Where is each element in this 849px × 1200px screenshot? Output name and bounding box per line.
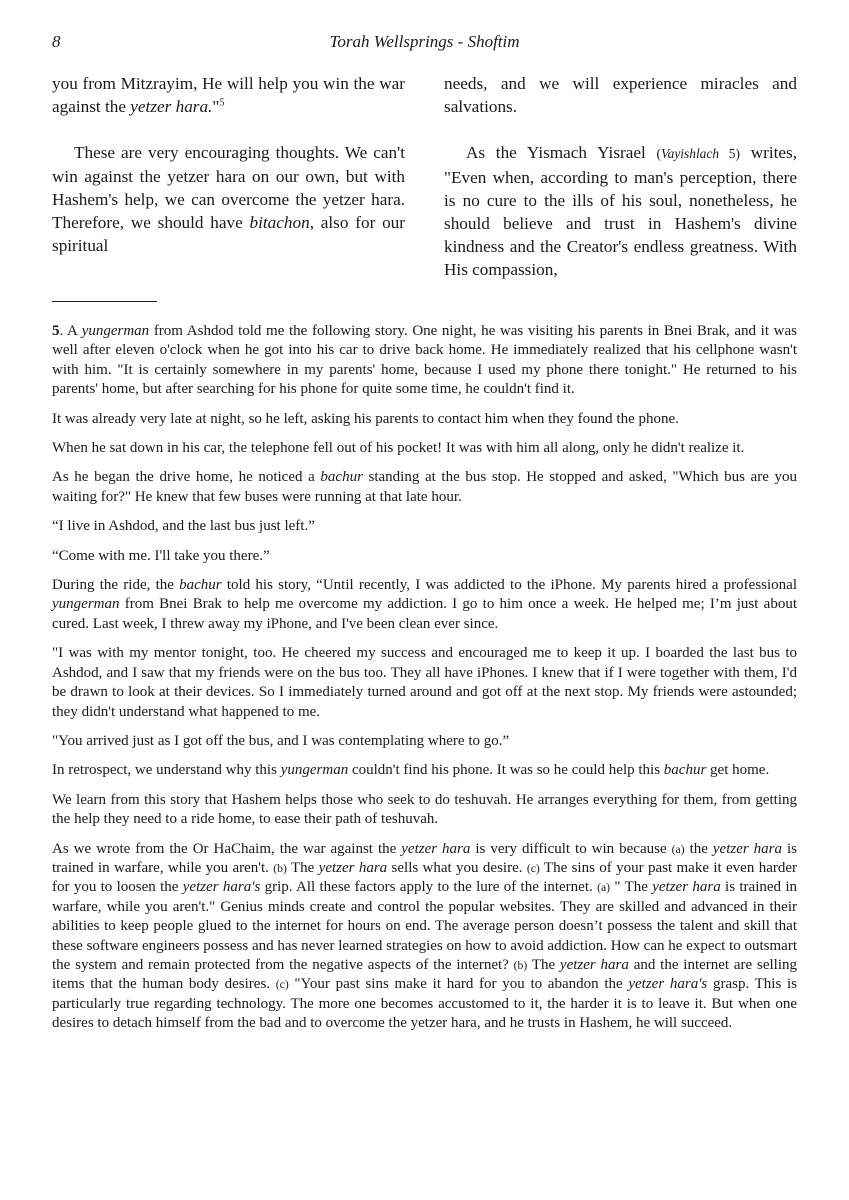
text: The sins of your past make it even harder for you to loosen the (52, 859, 798, 896)
paragraph (444, 72, 797, 118)
italic-text: Vayishlach (660, 146, 720, 162)
italic-text: yetzer hara's (182, 879, 261, 896)
text: needs, and we will experience miracles and salvations. (444, 74, 797, 117)
text: standing at the bus stop. He stopped and asked, "Which bus are you waiting for?" He knew that few buses were running at that late hour. (52, 469, 797, 505)
text: It was already very late at night, so he left, asking his parents to contact him when they found the phone. (52, 410, 679, 427)
text: During the ride, the (52, 577, 180, 594)
left-column (52, 72, 405, 257)
text: sells what you desire. (387, 859, 527, 876)
text: We learn from this story that Hashem helps those who seek to do teshuvah. He arranges everything for them, from getting the help they need to a ride home, to ease their path of teshuvah. (52, 791, 797, 828)
text: In retrospect, we understand why this (52, 762, 281, 779)
italic-text: bachur (663, 762, 707, 779)
italic-text: yetzer hara (559, 956, 629, 973)
text: " (212, 97, 220, 117)
italic-text: yetzer hara (318, 859, 388, 876)
text: (c) (526, 861, 540, 875)
text: As the Yismach Yisrael (466, 143, 657, 163)
text: “Come with me. I'll take you there.” (52, 547, 270, 564)
footnote-paragraph (52, 322, 797, 400)
italic-text: yungerman (52, 596, 120, 613)
footnote-paragraph (52, 468, 797, 507)
text: get home. (706, 762, 770, 779)
text: from Bnei Brak to help me overcome my addiction. I go to him once a week. He helped me; I’m just about cured. Last week, I threw away my iPhone, and I've been clean ever since. (52, 596, 797, 632)
footnote-paragraph (52, 644, 797, 722)
text: the (684, 840, 713, 857)
text: (b) (273, 861, 287, 875)
text: "You arrived just as I got off the bus, and I was contemplating where to go.” (52, 732, 510, 749)
text: told his story, “Until recently, I was addicted to the iPhone. My parents hired a professional (221, 577, 797, 594)
text: , also for our spiritual (52, 213, 405, 256)
footnote-paragraph (52, 840, 797, 1034)
text: "Your past sins make it hard for you to abandon the (288, 976, 629, 993)
text: As we wrote from the Or HaChaim, the war against the (52, 840, 402, 857)
footnote-paragraph (52, 761, 797, 780)
text: 5) (719, 146, 740, 162)
text: The (286, 859, 319, 876)
footnote-paragraph (52, 547, 797, 566)
footnote-ref: 5 (219, 97, 225, 109)
text: When he sat down in his car, the telephone fell out of his pocket! It was with him all along, only he didn't realize it. (52, 440, 745, 457)
running-title: Torah Wellsprings - Shoftim (329, 32, 520, 51)
text: (a) (597, 881, 611, 895)
italic-text: yungerman (81, 323, 150, 339)
text: As he began the drive home, he noticed a (52, 469, 321, 486)
text: you from Mitzrayim, He will help you win the war against the (52, 74, 405, 117)
right-column (444, 72, 797, 282)
italic-text: yetzer hara (652, 879, 721, 896)
text: The (527, 956, 560, 973)
paragraph (444, 141, 797, 281)
text: ( (656, 146, 661, 162)
text: and the internet are selling items that the human body desires. (52, 956, 798, 993)
text: (c) (275, 978, 289, 992)
paragraph (52, 141, 405, 257)
footnote-paragraph (52, 732, 797, 751)
text: " The (610, 879, 653, 896)
text: These are very encouraging thoughts. We can't win against the yetzer hara on our own, but with Hashem's help, we can overcome the yetzer hara. Therefore, we should have (52, 143, 405, 233)
footnote-divider (52, 301, 157, 302)
italic-text: yetzer hara's (628, 976, 708, 993)
page-header (52, 32, 797, 56)
italic-text: yungerman (280, 762, 349, 779)
page-number: 8 (52, 32, 61, 51)
text: . A (59, 323, 82, 339)
text: 5 (52, 323, 60, 339)
footnote-paragraph (52, 791, 797, 830)
text: grasp. This is particularly true regarding technology. The more one becomes accustomed to it, the harder it is to leave it. But when one desires to detach himself from the bad and to overcome the yetzer hara, and he trusts in Hashem, he will succeed. (52, 976, 797, 1032)
text: writes, "Even when, according to man's perception, there is no cure to the ills of his soul, nonetheless, he should believe and trust in Hashem's divine kindness and the Creator's endless greatness. With His compassion, (444, 143, 797, 280)
text: from Ashdod told me the following story. One night, he was visiting his parents in Bnei Brak, and it was well after eleven o'clock when he got into his car to drive back home. He immediately realized that his cellphone wasn't with him. "It is certainly somewhere in my parents' home, because I used my phone there tonight." He returned to his parents' home, but after searching for his phone for quite some time, he couldn't find it. (52, 323, 797, 398)
text: “I live in Ashdod, and the last bus just left.” (52, 518, 315, 535)
text: is trained in warfare, while you aren't. (52, 840, 798, 876)
text: grip. All these factors apply to the lure of the internet. (260, 879, 598, 896)
text: (a) (671, 842, 685, 856)
text: is trained in warfare, while you aren't." Genius minds create and control the popular websites. They are skilled and advanced in their abilities to keep people glued to the internet for hours on end. The average person doesn’t possess the talent and skill that these software engineers possess and has never learned strategies on how to avoid addiction. How can he expect to outsmart the system and remain protected from the negative aspects of the internet? (52, 879, 798, 973)
italic-text: yetzer hara (401, 840, 471, 857)
footnote-paragraph (52, 410, 797, 429)
italic-text: bachur (320, 469, 363, 486)
footnotes (52, 322, 797, 1044)
text: (b) (513, 958, 528, 972)
italic-text: yetzer hara. (130, 97, 213, 117)
italic-text: yetzer hara (712, 840, 783, 857)
italic-text: bitachon (249, 213, 310, 233)
footnote-paragraph (52, 576, 797, 634)
paragraph (52, 72, 405, 118)
text: is very difficult to win because (470, 840, 672, 857)
italic-text: bachur (179, 577, 222, 594)
text: "I was with my mentor tonight, too. He cheered my success and encouraged me to keep it up. I boarded the last bus to Ashdod, and I saw that my friends were on the bus too. They all have iPhones. I knew that if I were together with them, I'd be drawn to look at their devices. So I immediately turned around and got off at the next stop. My friends were astounded; they didn't understand what happened to me. (52, 645, 797, 720)
text: couldn't find his phone. It was so he could help this (348, 762, 664, 779)
footnote-paragraph (52, 517, 797, 536)
footnote-paragraph (52, 439, 797, 458)
